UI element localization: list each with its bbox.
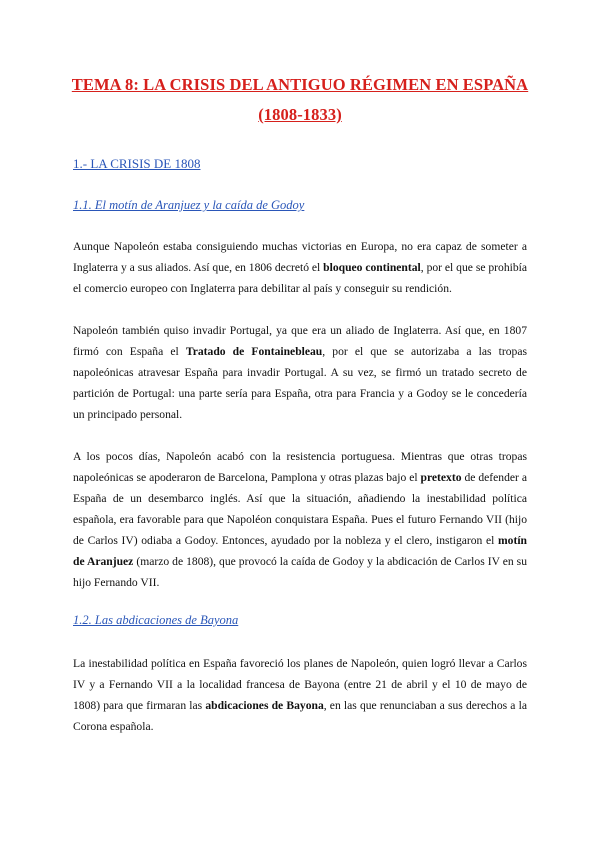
paragraph-text: Napoleón también quiso invadir Portugal, ya que era un aliado de Inglaterra. Así que, en 1807 firmó con España el [73,324,527,358]
paragraph-bloqueo-continental [73,236,527,299]
paragraph-text: La inestabilidad política en España favoreció los planes de Napoleón, quien logró llevar a Carlos IV y a Fernando VII a la localidad francesa de Bayona (entre 21 de abril y el 10 de mayo de 1808) para que firmaran las [73,657,527,712]
bold-term-pretexto: pretexto [420,471,462,484]
paragraph-text: Aunque Napoleón estaba consiguiendo muchas victorias en Europa, no era capaz de someter a Inglaterra y a sus aliados. Así que, en 1806 decretó el [73,240,527,274]
paragraph-text: , en las que renunciaban a sus derechos a la Corona española. [73,699,527,733]
bold-term-bloqueo-continental: bloqueo continental [323,261,421,274]
paragraph-text: , por el que se autorizaba a las tropas napoleónicas atravesar España para invadir Portugal. A su vez, se firmó un tratado secreto de partición de Portugal: una parte sería para España, otra para Francia y a Godoy se le concedería un principado personal. [73,345,528,421]
bold-term-motin-aranjuez: motín de Aranjuez [73,534,527,568]
paragraph-text: A los pocos días, Napoleón acabó con la resistencia portuguesa. Mientras que otras tropas napoleónicas se apoderaron de Barcelona, Pamplona y otras plazas bajo el [73,450,527,484]
paragraph-tratado-fontainebleau [73,320,527,425]
bold-term-tratado-fontainebleau: Tratado de Fontainebleau [185,345,323,358]
subsection-heading-abdicaciones-bayona: 1.2. Las abdicaciones de Bayona [73,613,239,627]
page-title: TEMA 8: LA CRISIS DEL ANTIGUO RÉGIMEN EN ESPAÑA (1808-1833) [71,75,529,124]
paragraph-text: de defender a España de un desembarco inglés. Así que la situación, añadiendo la inestabilidad política española, era favorable para que Napoléon conquistara España. Pues el futuro Fernando VII (hijo de Carlos IV) odiaba a Godoy. Entonces, ayudado por la nobleza y el clero, instigaron el [73,471,527,547]
subsection-heading-motin-aranjuez: 1.1. El motín de Aranjuez y la caída de Godoy [73,198,305,212]
section-heading-crisis-1808: 1.- LA CRISIS DE 1808 [73,156,201,171]
paragraph-abdicaciones-bayona [73,653,527,737]
paragraph-text: , por el que se prohibía el comercio europeo con Inglaterra para debilitar al país y conseguir su rendición. [73,261,528,295]
bold-term-abdicaciones-bayona: abdicaciones de Bayona [205,699,324,712]
paragraph-motin-aranjuez [73,446,527,593]
paragraph-text: (marzo de 1808), que provocó la caída de Godoy y la abdicación de Carlos IV en su hijo Fernando VII. [73,555,527,589]
